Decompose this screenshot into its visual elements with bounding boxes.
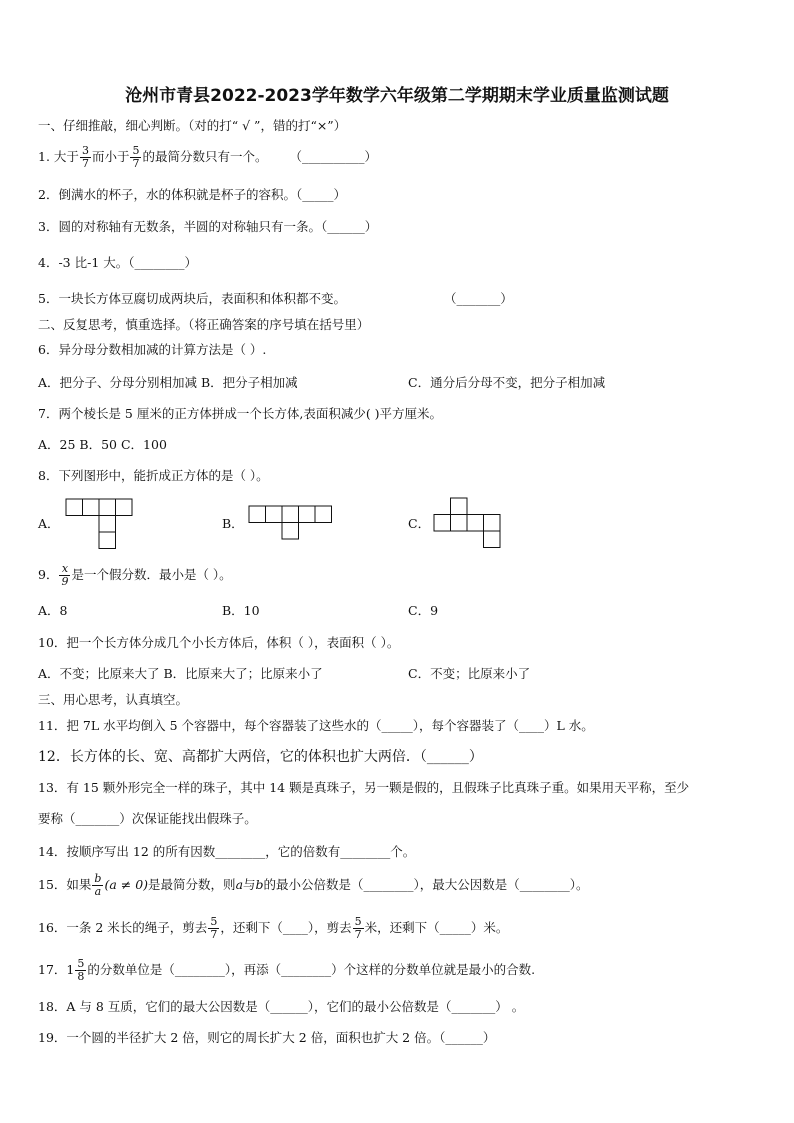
question-12: 12．长方体的长、宽、高都扩大两倍，它的体积也扩大两倍．（______） <box>38 749 483 765</box>
q8-option-a-label: A． <box>38 516 60 531</box>
q6-option-c: C．通分后分母不变，把分子相加减 <box>408 375 606 390</box>
question-17 <box>38 955 535 985</box>
q9-option-a: A．8 <box>38 603 68 618</box>
q15-var-a: a <box>235 877 244 892</box>
q10-options-ab: A．不变；比原来大了 B．比原来大了；比原来小了 <box>38 666 323 681</box>
q16-text-b: ，还剩下（____），剪去 <box>220 920 352 935</box>
q8-option-b-label: B． <box>222 516 244 531</box>
q1-text-a: 大于 <box>53 149 79 164</box>
q5-text: 5．一块长方体豆腐切成两块后，表面积和体积都不变。 <box>38 291 346 306</box>
q8-option-c-net <box>433 497 503 549</box>
question-4: 4．-3 比-1 大。（________） <box>38 255 198 270</box>
q1-number: 1. <box>38 149 50 164</box>
section-2-heading: 二、反复思考，慎重选择。（将正确答案的序号填在括号里） <box>38 317 370 332</box>
question-9 <box>38 560 232 590</box>
q9-option-c: C．9 <box>408 603 439 618</box>
q16-fraction-2: $\frac{5}{7}$ <box>354 915 362 941</box>
question-18: 18．A 与 8 互质，它们的最大公因数是（______），它们的最小公倍数是（_______） 。 <box>38 999 525 1014</box>
section-1-heading: 一、仔细推敲，细心判断。（对的打“ √ ”，错的打“×”） <box>38 118 347 133</box>
q8-option-a-net <box>65 498 135 550</box>
q16-text-c: 米，还剩下（_____）米。 <box>364 920 509 935</box>
q10-option-c: C．不变；比原来小了 <box>408 666 531 681</box>
question-1 <box>38 142 377 172</box>
question-6: 6．异分母分数相加减的计算方法是（ ）. <box>38 342 267 357</box>
q1-answer-blank[interactable]: （__________） <box>289 149 377 164</box>
q6-options-ab: A．把分子、分母分别相加减 B．把分子相加减 <box>38 375 298 390</box>
q1-text-b: 而小于 <box>91 149 130 164</box>
question-13-line-2: 要称（_______）次保证能找出假珠子。 <box>38 811 257 826</box>
question-14: 14．按顺序写出 12 的所有因数________，它的倍数有________个。 <box>38 844 416 859</box>
q15-text-a: 15．如果 <box>38 877 92 892</box>
q8-option-c-label: C． <box>408 516 431 531</box>
question-10: 10．把一个长方体分成几个小长方体后，体积（ ），表面积（ ）。 <box>38 635 400 650</box>
q9-number: 9． <box>38 567 59 582</box>
q15-var-b: b <box>255 877 264 892</box>
q17-number: 17． <box>38 962 67 977</box>
q9-fraction: $\frac{x}{9}$ <box>61 562 69 588</box>
q5-answer-blank[interactable]: （_______） <box>444 291 513 306</box>
question-3: 3．圆的对称轴有无数条，半圆的对称轴只有一条。（______） <box>38 219 378 234</box>
question-19: 19．一个圆的半径扩大 2 倍，则它的周长扩大 2 倍，面积也扩大 2 倍。（______） <box>38 1030 496 1045</box>
q9-text: 是一个假分数．最小是（ ）。 <box>71 567 232 582</box>
question-16 <box>38 913 508 943</box>
q15-condition: (a ≠ 0) <box>104 877 149 892</box>
q16-fraction-1: $\frac{5}{7}$ <box>210 915 218 941</box>
q15-fraction: $\frac{b}{a}$ <box>94 872 102 898</box>
q1-fraction-1: $\frac{3}{7}$ <box>81 144 89 170</box>
question-8: 8．下列图形中，能折成正方体的是（ ）。 <box>38 468 269 483</box>
q16-text-a: 16．一条 2 米长的绳子，剪去 <box>38 920 208 935</box>
q7-options: A．25 B．50 C．100 <box>38 437 167 452</box>
question-5 <box>38 291 346 307</box>
q15-text-b: 是最简分数，则 <box>148 877 236 892</box>
q8-option-b-net <box>248 505 334 541</box>
question-7: 7．两个棱长是 5 厘米的正方体拼成一个长方体,表面积减少( )平方厘米。 <box>38 406 443 421</box>
section-3-heading: 三、用心思考，认真填空。 <box>38 692 189 707</box>
question-11: 11．把 7L 水平均倒入 5 个容器中，每个容器装了这些水的（_____），每个容器装了（____）L 水。 <box>38 718 594 733</box>
q17-text: 的分数单位是（________），再添（________）个这样的分数单位就是最小的合数. <box>87 962 536 977</box>
q17-whole: 1 <box>66 962 75 977</box>
q17-fraction: $\frac{5}{8}$ <box>77 957 85 983</box>
q1-fraction-2: $\frac{5}{7}$ <box>132 144 140 170</box>
question-2: 2．倒满水的杯子，水的体积就是杯子的容积。（_____） <box>38 187 346 202</box>
page-title: 沧州市青县2022-2023学年数学六年级第二学期期末学业质量监测试题 <box>125 86 669 106</box>
q15-text-c: 与 <box>243 877 256 892</box>
question-13-line-1: 13．有 15 颗外形完全一样的珠子，其中 14 颗是真珠子，另一颗是假的，且假珠子比真珠子重。如果用天平称，至少 <box>38 780 690 795</box>
question-15 <box>38 870 589 900</box>
q15-text-d: 的最小公倍数是（________），最大公因数是（________）。 <box>263 877 589 892</box>
q1-text-c: 的最简分数只有一个。 <box>142 149 268 164</box>
q9-option-b: B．10 <box>222 603 260 618</box>
